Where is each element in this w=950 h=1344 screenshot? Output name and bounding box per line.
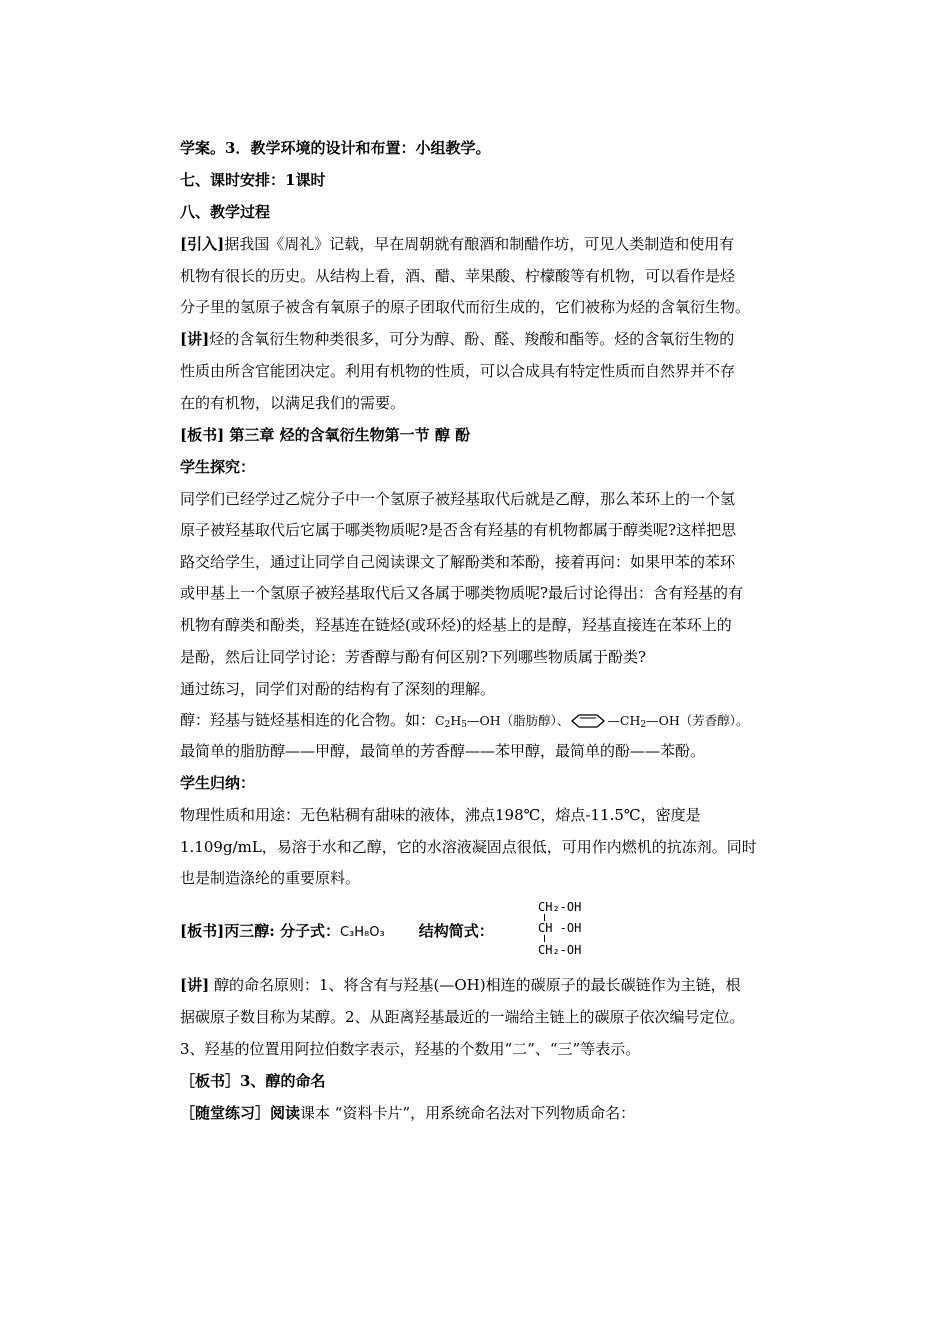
paragraph-practice xyxy=(180,1102,635,1124)
text-line-27: 据碳原子数目称为某醇。2、从距离羟基最近的一端给主链上的碳原子依次编号定位。 xyxy=(180,1008,745,1026)
text-line-9: 在的有机物，以满足我们的需要。 xyxy=(180,394,406,412)
tag-practice: ［随堂练习］阅读 xyxy=(180,1104,301,1122)
board-heading-chapter: [板书] 第三章 烃的含氧衍生物第一节 醇 酚 xyxy=(180,426,471,444)
paragraph-naming-rules xyxy=(180,974,741,996)
text-line-5: 机物有很长的历史。从结构上看，酒、醋、苹果酸、柠檬酸等有机物，可以看作是烃 xyxy=(180,267,736,285)
text-line-24: 也是制造涤纶的重要原料。 xyxy=(180,869,361,887)
alcohol-definition-line xyxy=(180,709,748,736)
text-line-16: 机物有醇类和酚类，羟基连在链烃(或环烃)的烃基上的是醇，羟基直接连在苯环上的 xyxy=(180,616,732,634)
text-line-1: 学案。3．教学环境的设计和布置：小组教学。 xyxy=(180,139,491,157)
tag-intro: [引入] xyxy=(180,235,225,253)
structure-label: 结构简式： xyxy=(418,922,494,940)
text-line-15: 或甲基上一个氢原子被羟基取代后又各属于哪类物质呢?最后讨论得出：含有羟基的有 xyxy=(180,584,744,602)
structure-row-2: CH -OH xyxy=(538,921,582,935)
heading-student-inquiry: 学生探究： xyxy=(180,458,256,476)
lecture-text: 烃的含氧衍生物种类很多，可分为醇、酚、醛、羧酸和酯等。烃的含氧衍生物的 xyxy=(209,330,735,348)
bond-line xyxy=(544,914,545,921)
heading-student-summary: 学生归纳： xyxy=(180,774,256,792)
text-line-13: 原子被羟基取代后它属于哪类物质呢?是否含有羟基的有机物都属于醇类呢?这样把思 xyxy=(180,521,737,539)
text-line-6: 分子里的氢原子被含有氧原子的原子团取代而衍生成的，它们被称为烃的含氧衍生物。 xyxy=(180,298,751,316)
practice-text: 课本 “资料卡片”，用系统命名法对下列物质命名： xyxy=(300,1104,636,1122)
intro-text: 据我国《周礼》记载，早在周朝就有酿酒和制醋作坊，可见人类制造和使用有 xyxy=(224,235,735,253)
board-heading-naming: ［板书］3、醇的命名 xyxy=(180,1072,326,1090)
text-line-12: 同学们已经学过乙烷分子中一个氢原子被羟基取代后就是乙醇，那么苯环上的一个氢 xyxy=(180,490,736,508)
structure-row-1: CH₂-OH xyxy=(538,900,582,914)
text-line-23: 1.109g/mL，易溶于水和乙醇，它的水溶液凝固点很低，可用作内燃机的抗冻剂。同时 xyxy=(180,838,757,856)
naming-rules-text: 醇的命名原则：1、将含有与羟基(—OH)相连的碳原子的最长碳链作为主链，根 xyxy=(209,976,741,994)
ethanol-formula: $C_2H_5—OH$（脂肪醇）、 xyxy=(435,713,570,730)
section-heading-process: 八、教学过程 xyxy=(180,203,271,221)
text-line-20: 最简单的脂肪醇——甲醇，最简单的芳香醇——苯甲醇，最简单的酚——苯酚。 xyxy=(180,742,706,760)
alcohol-definition-text: 醇：羟基与链烃基相连的化合物。如： xyxy=(180,711,436,729)
paragraph-lecture xyxy=(180,328,734,350)
paragraph-intro xyxy=(180,233,734,255)
text-line-22: 物理性质和用途：无色粘稠有甜味的液体，沸点198℃，熔点-11.5℃，密度是 xyxy=(180,806,701,824)
benzyl-alcohol-formula: $—CH_2—OH$（芳香醇）。 xyxy=(607,713,749,730)
board-glycerol-line xyxy=(180,920,494,944)
bond-line xyxy=(544,935,545,942)
tag-lecture: [讲] xyxy=(180,330,210,348)
text-line-8: 性质由所含官能团决定。利用有机物的性质，可以合成具有特定性质而自然界并不存 xyxy=(180,362,736,380)
text-line-17: 是酚，然后让同学讨论：芳香醇与酚有何区别?下列哪些物质属于酚类? xyxy=(180,648,647,666)
tag-lecture-2: [讲] xyxy=(180,976,210,994)
text-line-14: 路交给学生，通过让同学自己阅读课文了解酚类和苯酚，接着再问：如果甲苯的苯环 xyxy=(180,553,736,571)
structure-row-3: CH₂-OH xyxy=(538,943,582,957)
section-heading-schedule: 七、课时安排：1课时 xyxy=(180,171,326,189)
glycerol-label: [板书]丙三醇: 分子式： xyxy=(180,922,340,940)
benzene-ring-icon xyxy=(571,714,605,728)
text-line-28: 3、羟基的位置用阿拉伯数字表示，羟基的个数用“二”、“三”等表示。 xyxy=(180,1040,641,1058)
glycerol-formula: C₃H₈O₃ xyxy=(339,925,385,940)
text-line-18: 通过练习，同学们对酚的结构有了深刻的理解。 xyxy=(180,680,496,698)
